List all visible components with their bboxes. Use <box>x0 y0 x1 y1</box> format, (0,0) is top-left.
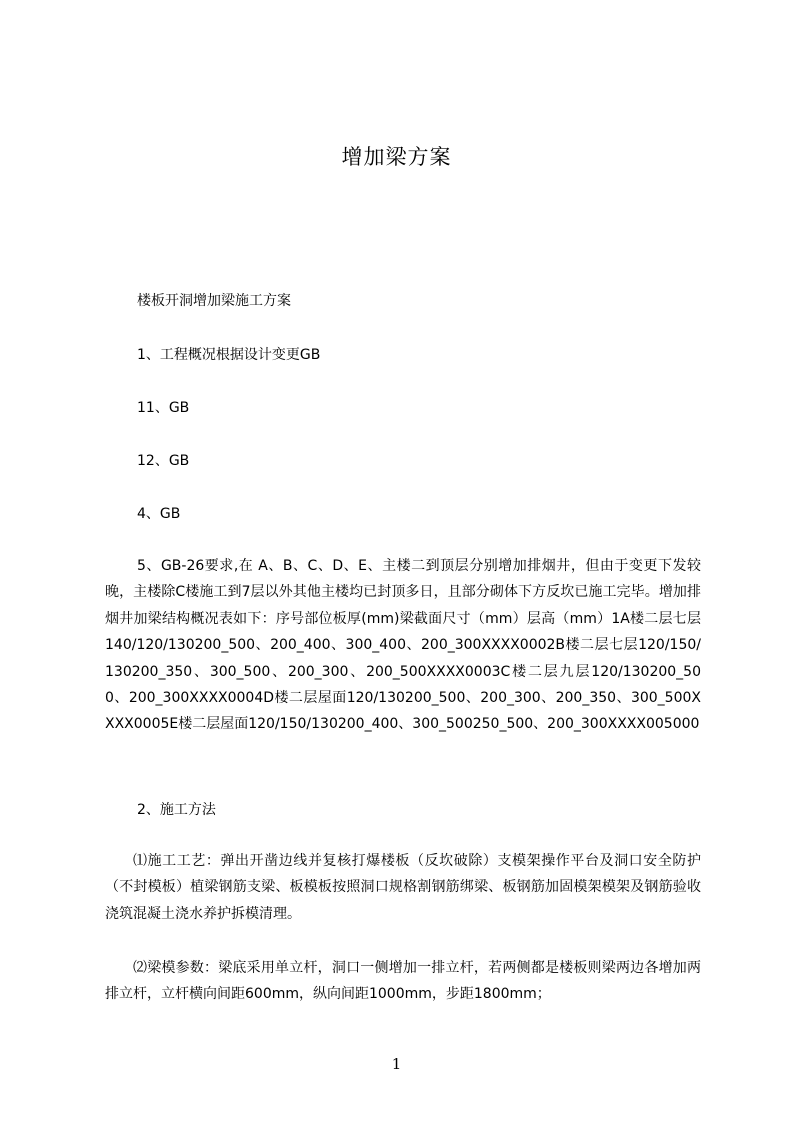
section-1-heading: 1、工程概况根据设计变更GB <box>137 347 321 363</box>
list-item-4: 4、GB <box>137 506 181 522</box>
paragraph-beam-formwork-params: ⑵梁模参数：梁底采用单立杆，洞口一侧增加一排立杆，若两侧都是楼板则梁两边各增加两排立杆，立杆横向间距600mm，纵向间距1000mm，步距1800mm； <box>105 960 701 1003</box>
document-subtitle: 楼板开洞增加梁施工方案 <box>137 293 291 309</box>
paragraph-construction-process: ⑴施工工艺：弹出开凿边线并复核打爆楼板（反坎破除）支模架操作平台及洞口安全防护（不封模板）植梁钢筋支梁、板模板按照洞口规格割钢筋绑梁、板钢筋加固模架模架及钢筋验收浇筑混凝土浇水养护拆模清理。 <box>105 853 701 922</box>
document-title: 增加梁方案 <box>341 145 452 169</box>
list-item-11: 11、GB <box>137 400 190 416</box>
list-item-12: 12、GB <box>137 453 190 469</box>
paragraph-item-5: 5、GB-26要求,在 A、B、C、D、E、主楼二到顶层分别增加排烟井，但由于变更下发较晚，主楼除C楼施工到7层以外其他主楼均已封顶多日，且部分砌体下方反坎已施工完毕。增加排烟井加梁结构概况表如下：序号部位板厚(mm)梁截面尺寸（mm）层高（mm）1A楼二层七层140/120/130200_500、200_400、300_400、200_300XXXX0002B楼二层七层120/150/130200_350、300_500、200_300、200_500XXXX0003C楼二层九层120/130200_500、200_300XXXX0004D楼二层屋面120/130200_500、200_300、200_350、300_500XXXX0005E楼二层屋面120/150/130200_400、300_500250_500、200_300XXXX005000 <box>105 558 701 733</box>
section-2-heading: 2、施工方法 <box>137 802 216 818</box>
page-number: 1 <box>391 1055 402 1073</box>
